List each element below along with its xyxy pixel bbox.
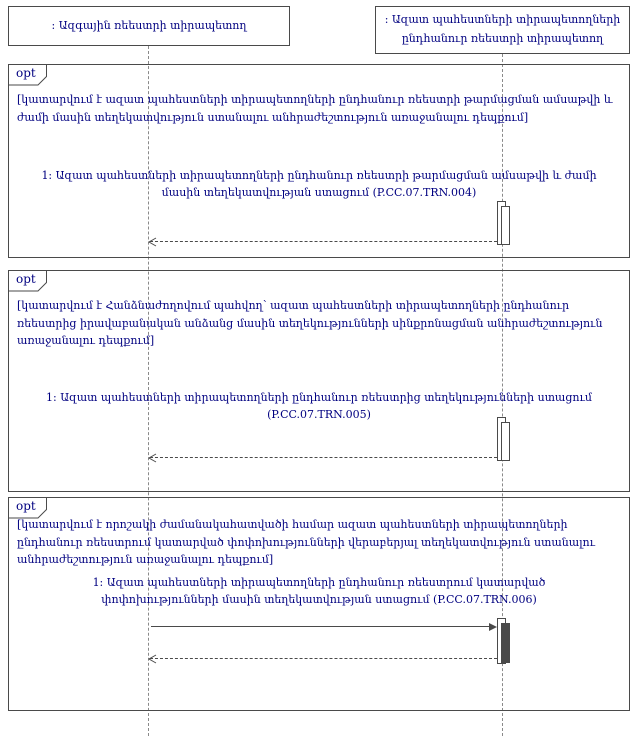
actor-common-registry-label-line2: ընդհանուր ռեեստրի տիրապետող xyxy=(401,32,604,45)
activation-bar-inner-1 xyxy=(501,206,510,245)
actor-common-registry-label-line1: : Ազատ պահեստների տիրապետողների xyxy=(384,13,621,27)
solid-arrowhead-right-icon xyxy=(489,623,497,631)
open-arrowhead-left-icon xyxy=(148,654,158,664)
open-arrowhead-left-icon xyxy=(148,237,158,247)
open-arrowhead-left-icon xyxy=(148,453,158,463)
opt-fragment-1 xyxy=(8,64,630,258)
guard-condition-3: [կատարվում է որոշակի ժամանակահատվածի համար ազատ պահեստների տիրապետողների ընդհանուր ռեեստրում կատարված փոփոխությունների վերաբերյալ տեղեկատվություն ստանալու անհրաժեշտություն առաջանալու դեպքում] xyxy=(17,518,596,567)
guard-condition-2: [կատարվում է Հանձնաժողովում պահվող՝ ազատ պահեստների տիրապետողների ընդհանուր ռեեստրից իրավաբանական անձանց մասին տեղեկությունների սինքրոնացման անհրաժեշտություն առաջանալու դեպքում] xyxy=(17,299,603,348)
opt-fragment-2 xyxy=(8,270,630,492)
return-arrow-3 xyxy=(150,658,497,659)
opt-operator-label: opt xyxy=(16,272,36,286)
activation-bar-inner-2 xyxy=(501,422,510,461)
actor-national-registry-label: : Ազգային ռեեստրի տիրապետող xyxy=(51,18,247,32)
call-arrow-3 xyxy=(151,626,489,627)
activation-bar-inner-3 xyxy=(501,623,510,663)
opt-fragment-3 xyxy=(8,497,630,711)
guard-condition-1: [կատարվում է ազատ պահեստների տիրապետողների ընդհանուր ռեեստրի թարմացման ամսաթվի և ժամի մասին տեղեկատվություն ստանալու անհրաժեշտություն առաջանալու դեպքում] xyxy=(17,93,613,124)
message-label-1: 1: Ազատ պահեստների տիրապետողների ընդհանուր ռեեստրի թարմացման ամսաթվի և ժամի մասին տեղեկատվության ստացում (P.CC.07.TRN.004) xyxy=(41,169,597,200)
actor-national-registry xyxy=(8,6,290,46)
message-label-2: 1: Ազատ պահեստների տիրապետողների ընդհանուր ռեեստրից տեղեկությունների ստացում (P.CC.07.TRN.005) xyxy=(46,391,592,422)
return-arrow-1 xyxy=(150,241,497,242)
return-arrow-2 xyxy=(150,457,497,458)
opt-operator-label: opt xyxy=(16,66,36,80)
opt-operator-label: opt xyxy=(16,499,36,513)
message-label-3: 1: Ազատ պահեստների տիրապետողների ընդհանուր ռեեստրում կատարված փոփոխությունների մասին տեղեկատվության ստացում (P.CC.07.TRN.006) xyxy=(92,576,546,607)
actor-common-registry xyxy=(375,6,630,54)
